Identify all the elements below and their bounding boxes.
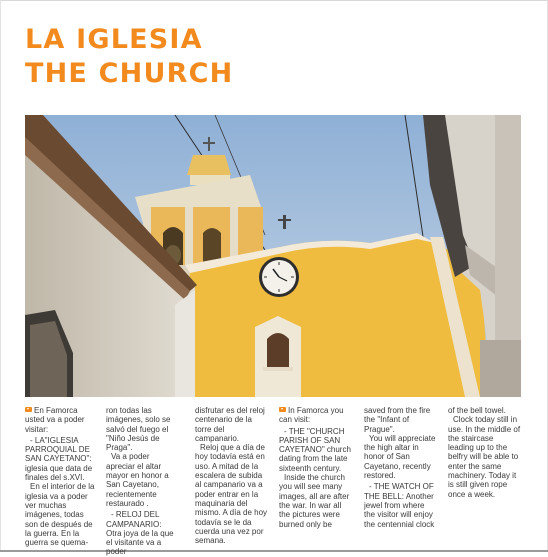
paragraph: saved from the fire the "Infant of Prague". [364, 406, 431, 434]
paragraph: - RELOJ DEL CAMPANARIO: Otra joya de la que el visitante va a poder [106, 510, 174, 557]
page-border-bottom [0, 550, 548, 552]
page-border-top [0, 0, 548, 1]
paragraph: ron todas las imágenes, solo se salvó del fuego el "Niño Jesús de Praga". [106, 406, 171, 453]
paragraph: Reloj que a día de hoy todavía está en uso. A mitad de la escalera de subida al campanario va a poder entrar en la maquinaria del mismo. A día de hoy todavía se le da cuerda una vez por semana. [195, 443, 268, 546]
column-english-2 [364, 406, 437, 546]
church-photo [25, 115, 521, 397]
paragraph: In Famorca you can visit: [279, 406, 344, 425]
column-spanish-2 [106, 406, 179, 557]
page-border-left [0, 0, 1, 552]
heading-spanish: LA IGLESIA [25, 24, 203, 55]
chevron-down-icon [25, 407, 32, 412]
column-english-3 [448, 406, 521, 546]
chevron-down-icon [279, 407, 286, 412]
paragraph: - LA"IGLESIA PARROQUIAL DE SAN CAYETANO": iglesia que data de finales del s.XVI. [25, 435, 93, 483]
paragraph: En Famorca usted va a poder visitar: [25, 406, 85, 434]
column-spanish-3 [195, 406, 268, 546]
paragraph: - THE "CHURCH PARISH OF SAN CAYETANO" church dating from the late sixteenth century. [279, 426, 351, 473]
paragraph: - THE WATCH OF THE BELL: Another jewel from where the visitor will enjoy the centennial clock [364, 482, 435, 529]
paragraph: En el interior de la iglesia va a poder ver muchas imágenes, todas son de después de la guerra. En la guerra se quema- [25, 482, 95, 548]
paragraph: disfrutar es del reloj centenario de la torre del campanario. [195, 406, 265, 443]
paragraph: Va a poder apreciar el altar mayor en honor a San Cayetano, recientemente restaurado . [106, 452, 169, 508]
column-english-1 [279, 406, 352, 546]
paragraph: You will appreciate the high altar in honor of San Cayetano, recently restored. [364, 433, 436, 481]
paragraph: of the bell towel. [448, 406, 506, 415]
heading-english: THE CHURCH [25, 58, 234, 89]
column-spanish-1 [25, 406, 98, 546]
paragraph: Clock today still in use. In the middle of the staircase leading up to the belfry will be able to enter the same machinery. Today it is still given rope once a week. [448, 415, 521, 499]
paragraph: Inside the church you will see many images, all are after the war. In war all the pictures were burned only be [279, 473, 350, 529]
